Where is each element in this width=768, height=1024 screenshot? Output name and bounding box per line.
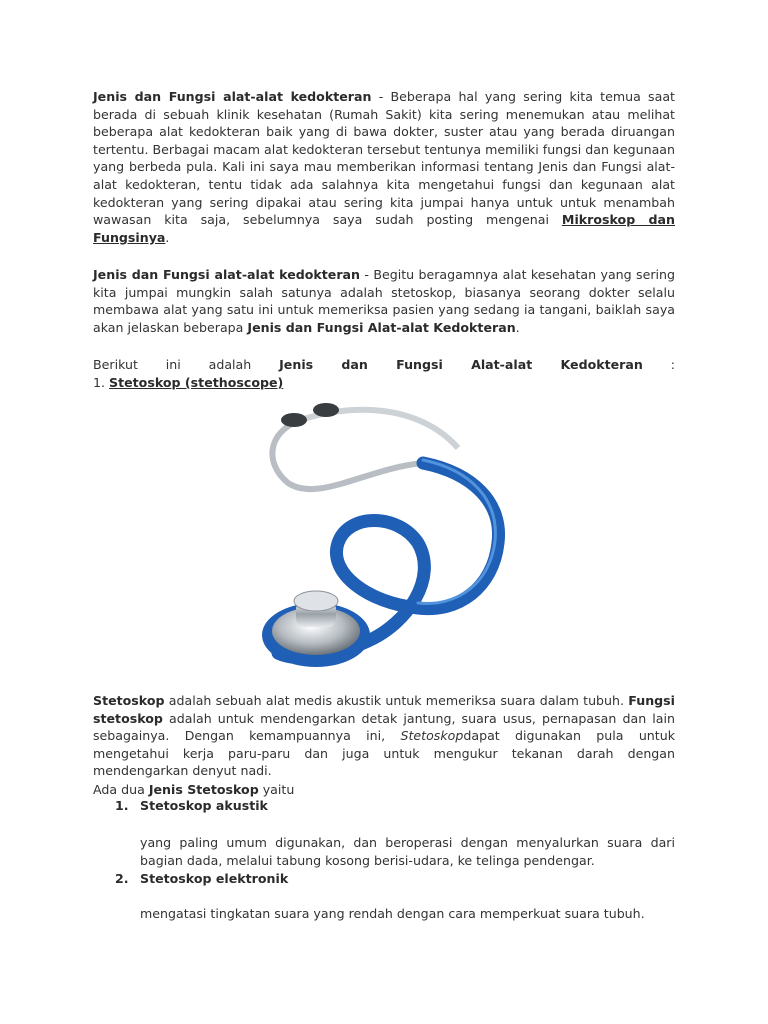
list-number-2: 2.: [115, 871, 129, 886]
intro-bold-title: Jenis dan Fungsi alat-alat kedokteran: [93, 89, 372, 104]
list-intro-prefix: Berikut ini adalah: [93, 357, 252, 372]
item-one-line: [93, 374, 675, 392]
list-intro-bold: Jenis dan Fungsi Alat-alat Kedokteran: [279, 357, 643, 372]
ear-tip-left: [281, 413, 307, 427]
list-intro-colon: :: [642, 357, 675, 372]
second-bold-title: Jenis dan Fungsi alat-alat kedokteran: [93, 267, 361, 282]
jenis-bold: Jenis Stetoskop: [148, 782, 259, 797]
desc-bold-fungsi: Fungsi stetoskop: [93, 693, 675, 726]
chestpiece-bell: [294, 591, 338, 611]
list-title-elektronik: Stetoskop elektronik: [140, 871, 289, 886]
desc-text-1: adalah sebuah alat medis akustik untuk memeriksa suara dalam tubuh.: [168, 693, 625, 708]
binaural-tube-left: [272, 421, 423, 489]
second-text: - Begitu beragamnya alat kesehatan yang sering kita jumpai mungkin salah satunya adalah stetoskop, biasanya seorang dokter selalu membawa alat yang satu ini untuk memeriksa pasien yang sedang ia tangani, baiklah saya akan jelaskan beberapa: [93, 267, 675, 335]
jenis-suffix: yaitu: [258, 782, 295, 797]
desc-bold-stetoskop: Stetoskop: [93, 693, 165, 708]
list-intro-line: [93, 356, 675, 374]
stetoskop-description: [93, 692, 675, 780]
ear-tip-right: [313, 403, 339, 417]
jenis-intro: [93, 781, 675, 799]
intro-text: - Beberapa hal yang sering kita temua saat berada di sebuah klinik kesehatan (Rumah Sakit) kita sering menemukan atau melihat beberapa alat kedokteran baik yang di bawa dokter, suster atau yang berada diruangan tertentu. Berbagai macam alat kedokteran tersebut tentunya memiliki fungsi dan kegunaan yang berbeda pula. Kali ini saya mau memberikan informasi tentang Jenis dan Fungsi alat-alat kedokteran, tentu tidak ada salahnya kita mengetahui fungsi dan kegunaan alat kedokteran yang sering dipakai atau sering kita jumpai hanya untuk untuk menambah wawasan kita saja, sebelumnya saya sudah posting mengenai: [93, 89, 675, 228]
second-bold-end: Jenis dan Fungsi Alat-alat Kedokteran: [247, 319, 516, 335]
list-title-akustik: Stetoskop akustik: [140, 798, 268, 813]
desc-text-2: adalah untuk mendengarkan detak jantung, suara usus, pernapasan dan lain sebagainya. Dengan kemampuannya ini,: [93, 710, 675, 744]
list-number-1: 1.: [115, 798, 129, 813]
stethoscope-svg: [258, 393, 508, 683]
desc-italic-stetoskop: Stetoskop: [400, 728, 464, 744]
list-desc-akustik: yang paling umum digunakan, dan beroperasi dengan menyalurkan suara dari bagian dada, melalui tabung kosong berisi-udara, ke telinga pendengar.: [140, 835, 675, 868]
intro-paragraph: [93, 88, 675, 246]
second-paragraph: [93, 266, 675, 336]
second-period: .: [515, 319, 520, 335]
item-one-number: 1.: [93, 375, 110, 390]
list-desc-elektronik: mengatasi tingkatan suara yang rendah dengan cara memperkuat suara tubuh.: [140, 906, 645, 921]
desc-text-3: dapat digunakan pula untuk mengetahui kerja paru-paru dan juga untuk mengukur tekanan darah dengan mendengarkan denyut nadi.: [93, 728, 675, 779]
stethoscope-image: [258, 393, 508, 683]
mikroskop-link[interactable]: Mikroskop dan Fungsinya: [93, 212, 675, 245]
intro-period: .: [165, 229, 170, 245]
stetoskop-link[interactable]: Stetoskop (stethoscope): [109, 375, 284, 390]
jenis-prefix: Ada dua: [93, 782, 149, 797]
